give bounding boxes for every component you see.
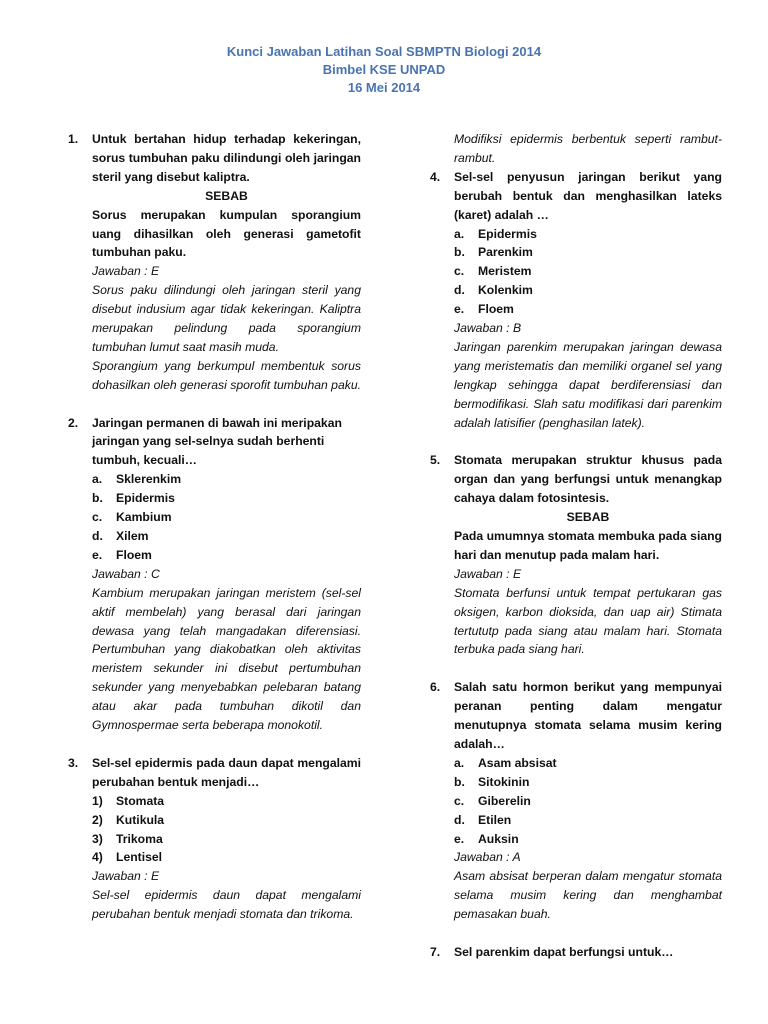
answer-key: Jawaban : E — [92, 869, 160, 884]
answer-option: 4) Lentisel — [92, 850, 163, 865]
right-column — [430, 130, 722, 962]
explanation-text: Stomata berfunsi untuk tempat pertukaran gas oksigen, karbon dioksida, dan uap air) Stimata tertututp pada siang atau malam hari. Stomata terbuka pada siang hari. — [454, 585, 722, 657]
document-title: Kunci Jawaban Latihan Soal SBMPTN Biologi 2014 — [226, 44, 542, 59]
answer-option: b. Sitokinin — [454, 774, 530, 789]
question-6 — [430, 678, 722, 924]
answer-key: Jawaban : A — [454, 850, 521, 865]
explanation-text: Sporangium yang berkumpul membentuk sorus dohasilkan oleh generasi sporofit tumbuhan paku. — [92, 358, 361, 392]
answer-option: c. Meristem — [454, 264, 532, 279]
question-text: Untuk bertahan hidup terhadap kekeringan, sorus tumbuhan paku dilindungi oleh jaringan steril yang disebut kaliptra. — [92, 132, 361, 184]
question-number: 2. — [68, 415, 79, 430]
question-7 — [430, 943, 722, 962]
left-column — [68, 130, 361, 924]
reason-text: Pada umumnya stomata membuka pada siang hari dan menutup pada malam hari. — [454, 529, 722, 562]
question-number: 4. — [430, 169, 441, 184]
answer-option: c. Kambium — [92, 510, 172, 525]
question-number: 7. — [430, 944, 441, 959]
question-number: 5. — [430, 453, 441, 468]
answer-option: b. Parenkim — [454, 245, 533, 260]
answer-option: d. Kolenkim — [454, 283, 533, 298]
sebab-label: SEBAB — [205, 188, 248, 203]
question-3-continued — [430, 130, 722, 168]
question-5 — [430, 451, 722, 659]
answer-option: c. Giberelin — [454, 793, 531, 808]
answer-option: b. Epidermis — [92, 491, 175, 506]
explanation-text: Jaringan parenkim merupakan jaringan dewasa yang meristematis dan memiliki organel sel yang lengkap sehingga dapat berdiferensiasi dan bermodifikasi. Slah satu modifikasi dari parenkim adalah latisifier (penghasilan latek). — [454, 339, 722, 430]
answer-option: d. Etilen — [454, 812, 512, 827]
question-number: 6. — [430, 680, 441, 695]
question-text: Stomata merupakan struktur khusus pada organ dan yang berfungsi untuk menangkap cahaya dalam fotosintesis. — [454, 453, 722, 506]
answer-option: 1) Stomata — [92, 793, 165, 808]
question-2 — [68, 414, 361, 735]
document-subtitle: Bimbel KSE UNPAD — [322, 62, 446, 77]
answer-option: a. Epidermis — [454, 226, 537, 241]
answer-option: e. Floem — [92, 547, 152, 562]
document-header — [0, 43, 768, 97]
question-3 — [68, 754, 361, 924]
question-text: Salah satu hormon berikut yang mempunyai peranan penting dalam mengatur menutupnya stomata selama musim kering adalah… — [454, 680, 722, 751]
question-text: Jaringan permanen di bawah ini meripakan jaringan yang sel-selnya sudah berhenti tumbuh, kecuali… — [92, 415, 342, 468]
answer-key: Jawaban : C — [92, 566, 160, 581]
answer-key: Jawaban : E — [92, 264, 160, 279]
answer-option: e. Floem — [454, 302, 514, 317]
question-text: Sel-sel epidermis pada daun dapat mengalami perubahan bentuk menjadi… — [92, 755, 361, 789]
answer-option: a. Sklerenkim — [92, 472, 182, 487]
answer-option: d. Xilem — [92, 529, 149, 544]
explanation-text: Sel-sel epidermis daun dapat mengalami perubahan bentuk menjadi stomata dan trikoma. — [92, 888, 361, 922]
explanation-text: Kambium merupakan jaringan meristem (sel-sel aktif membelah) yang berasal dari jaringan dewasa yang telah mangadakan diferensiasi. Pertumbuhan yang diakobatkan oleh aktivitas meristem sekunder ini disebut pertumbuhan sekunder yang menyebabkan pelebaran batang atau akar pada tumbuhan dikotil dan Gymnospermae serta beberapa monokotil. — [92, 585, 361, 733]
sebab-label: SEBAB — [566, 510, 610, 525]
question-4 — [430, 168, 722, 433]
answer-key: Jawaban : B — [454, 321, 522, 336]
reason-text: Sorus merupakan kumpulan sporangium uang dihasilkan oleh generasi gametofit tumbuhan paku. — [92, 207, 361, 260]
answer-option: e. Auksin — [454, 831, 519, 846]
answer-key: Jawaban : E — [454, 566, 522, 581]
answer-option: 2) Kutikula — [92, 812, 165, 827]
explanation-text: Sorus paku dilindungi oleh jaringan steril yang disebut indusium agar tidak kekeringan. Kaliptra merupakan pelindung pada sporangium tumbuhan lumut saat masih muda. — [92, 283, 361, 354]
answer-option: 3) Trikoma — [92, 831, 163, 846]
explanation-text: Asam absisat berperan dalam mengatur stomata selama musim kering dan menghambat pemasakan buah. — [454, 869, 722, 922]
question-1 — [68, 130, 361, 395]
question-number: 1. — [68, 132, 79, 146]
explanation-text: Modifiksi epidermis berbentuk seperti rambut-rambut. — [454, 132, 722, 165]
answer-option: a. Asam absisat — [454, 755, 557, 770]
question-text: Sel parenkim dapat berfungsi untuk… — [454, 944, 674, 959]
question-text: Sel-sel penyusun jaringan berikut yang berubah bentuk dan menghasilkan lateks (karet) adalah … — [454, 169, 722, 222]
document-date: 16 Mei 2014 — [347, 80, 421, 95]
question-number: 3. — [68, 755, 79, 770]
